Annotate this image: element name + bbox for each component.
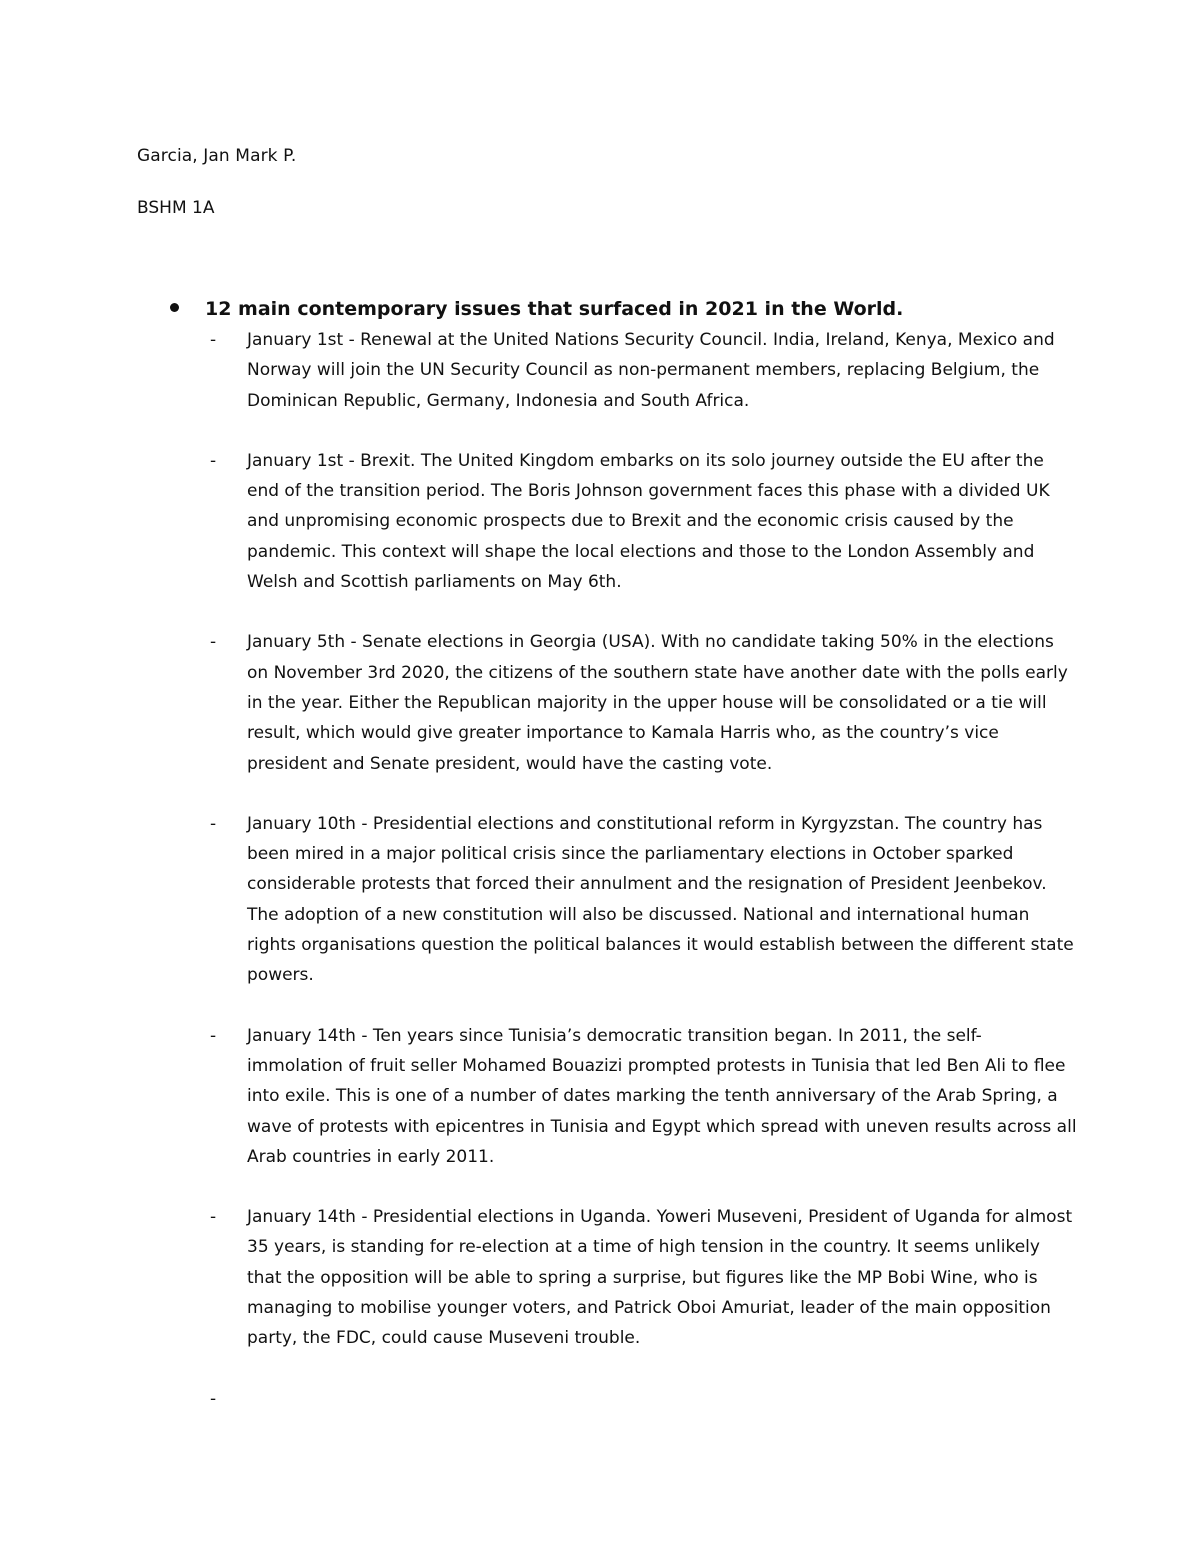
- dash-marker: -: [210, 1025, 217, 1046]
- list-item: [210, 1202, 1090, 1353]
- empty-list-item: [210, 1384, 1090, 1414]
- list-item-text: January 14th - Presidential elections in Uganda. Yoweri Museveni, President of Uganda for almost 35 years, is standing for re-election at a time of high tension in the country. It seems unlikely that the opposition will be able to spring a surprise, but figures like the MP Bobi Wine, who is managing to mobilise younger voters, and Patrick Oboi Amuriat, leader of the main opposition party, the FDC, could cause Museveni trouble.: [247, 1207, 1073, 1349]
- list-item-text: January 5th - Senate elections in Georgia (USA). With no candidate taking 50% in the elections on November 3rd 2020, the citizens of the southern state have another date with the polls early in the year. Either the Republican majority in the upper house will be consolidated or a tie will result, which would give greater importance to Kamala Harris who, as the country’s vice president and Senate president, would have the casting vote.: [247, 632, 1068, 774]
- section-heading-row: [170, 295, 1070, 323]
- list-item-text: January 10th - Presidential elections and constitutional reform in Kyrgyzstan. The country has been mired in a major political crisis since the parliamentary elections in October sparked considerable protests that forced their annulment and the resignation of President Jeenbekov. The adoption of a new constitution will also be discussed. National and international human rights organisations question the political balances it would establish between the different state powers.: [247, 813, 1074, 986]
- section-heading: 12 main contemporary issues that surfaced in 2021 in the World.: [205, 298, 904, 320]
- list-item: [210, 1021, 1090, 1172]
- list-item-text: January 1st - Brexit. The United Kingdom embarks on its solo journey outside the EU after the end of the transition period. The Boris Johnson government faces this phase with a divided UK and unpromising economic prospects due to Brexit and the economic crisis caused by the pandemic. This context will shape the local elections and those to the London Assembly and Welsh and Scottish parliaments on May 6th.: [247, 450, 1050, 593]
- dash-marker: -: [210, 813, 217, 834]
- list-item: [210, 325, 1090, 416]
- dash-marker: -: [210, 330, 217, 350]
- dash-marker: -: [210, 450, 217, 471]
- list-item-text: January 1st - Renewal at the United Nations Security Council. India, Ireland, Kenya, Mexico and Norway will join the UN Security Council as non-permanent members, replacing Belgium, the Dominican Republic, Germany, Indonesia and South Africa.: [247, 330, 1055, 411]
- dash-marker: -: [210, 632, 217, 653]
- list-item: [210, 809, 1090, 991]
- list-item: [210, 627, 1090, 778]
- issue-list: [210, 325, 1090, 1414]
- dash-marker: -: [210, 1388, 217, 1409]
- bullet-dot-icon: [170, 303, 179, 312]
- list-item: [210, 446, 1090, 597]
- list-item-text: January 14th - Ten years since Tunisia’s democratic transition began. In 2011, the self-immolation of fruit seller Mohamed Bouazizi prompted protests in Tunisia that led Ben Ali to flee into exile. This is one of a number of dates marking the tenth anniversary of the Arab Spring, a wave of protests with epicentres in Tunisia and Egypt which spread with uneven results across all Arab countries in early 2011.: [247, 1025, 1077, 1167]
- dash-marker: -: [210, 1207, 217, 1228]
- course-section: BSHM 1A: [137, 198, 215, 218]
- student-name: Garcia, Jan Mark P.: [137, 146, 297, 166]
